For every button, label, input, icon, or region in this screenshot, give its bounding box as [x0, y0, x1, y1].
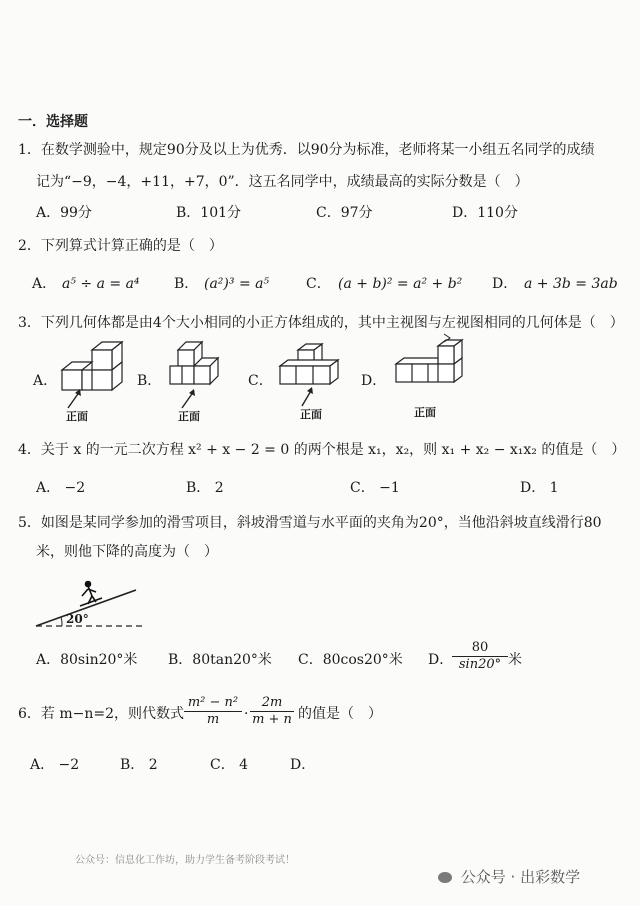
q6-option-a: A． −2: [30, 757, 80, 773]
q3-arrow-b: [178, 388, 198, 410]
q1-option-c: C．97分: [316, 205, 373, 221]
q5-option-a: A．80sin20°米: [36, 652, 138, 668]
q6-f2-num: 2m: [250, 695, 294, 712]
q5-frac-num: 80: [452, 640, 508, 657]
q1-line2: 记为“−9，−4，+11，+7，0”．这五名同学中，成绩最高的实际分数是（ ）: [36, 174, 529, 190]
q1-line1: 1．在数学测验中，规定90分及以上为优秀．以90分为标准，老师将某一小组五名同学的成绩: [18, 142, 595, 158]
q4-option-b: B． 2: [186, 480, 224, 496]
q4-option-d: D． 1: [520, 480, 559, 496]
q3-option-b: B．: [137, 373, 162, 389]
q3-figure-d: [390, 330, 470, 390]
q2-expr-b: (a²)³ = a⁵: [204, 276, 270, 292]
q6-option-b: B． 2: [120, 757, 158, 773]
q5-option-b: B．80tan20°米: [168, 652, 272, 668]
q4-option-c: C． −1: [350, 480, 400, 496]
q1-option-a: A．99分: [36, 205, 92, 221]
q5-option-d: D．: [428, 652, 454, 668]
q3-arrow-c: [296, 386, 316, 408]
q2-expr-d: a + 3b = 3ab: [524, 276, 618, 292]
q6-option-c: C． 4: [210, 757, 249, 773]
q1-option-b: B．101分: [176, 205, 242, 221]
q4-option-a: A． −2: [36, 480, 86, 496]
q2-option-d: D．: [492, 276, 518, 292]
q4-stem: 4．关于 x 的一元二次方程 x² + x − 2 = 0 的两个根是 x₁，x₂，则 x₁ + x₂ − x₁x₂ 的值是（ ）: [18, 442, 626, 458]
q2-expr-c: (a + b)² = a² + b²: [338, 276, 463, 292]
q5-slope-figure: [34, 572, 146, 632]
q5-line1: 5．如图是某同学参加的滑雪项目，斜坡滑雪道与水平面的夹角为20°，当他沿斜坡直线滑行80: [18, 515, 602, 531]
q6-prefix: 6．若 m−n=2，则代数式: [18, 706, 185, 722]
watermark: [438, 866, 580, 887]
q6-f1-num: m² − n²: [184, 695, 242, 712]
q6-suffix: 的值是（ ）: [298, 706, 382, 722]
wechat-icon: [438, 872, 452, 883]
q3-label-a: 正面: [66, 410, 88, 423]
q5-option-d-unit: 米: [508, 652, 522, 668]
q6-f2-den: m + n: [252, 712, 292, 727]
q2-stem: 2．下列算式计算正确的是（ ）: [18, 238, 223, 254]
footer-note: 公众号：信息化工作坊，助力学生备考阶段考试！: [75, 855, 295, 866]
q6-dot: ·: [244, 706, 249, 722]
q5-angle-label: 20°: [66, 612, 89, 626]
watermark-text: 公众号 · 出彩数学: [460, 868, 581, 886]
q3-label-c: 正面: [300, 408, 322, 421]
q2-expr-a: a⁵ ÷ a = a⁴: [62, 276, 140, 292]
q5-option-d-fraction: [452, 640, 508, 673]
q3-option-c: C．: [248, 373, 273, 389]
q6-f1-den: m: [206, 712, 220, 727]
q5-option-c: C．80cos20°米: [298, 652, 403, 668]
q5-frac-den: sin20°: [458, 657, 502, 672]
q6-fraction-2: [250, 695, 294, 728]
q1-option-d: D．110分: [452, 205, 518, 221]
q3-option-d: D．: [361, 373, 387, 389]
q6-option-d: D．: [290, 757, 316, 773]
q5-line2: 米，则他下降的高度为（ ）: [36, 544, 218, 560]
q2-option-b: B．: [174, 276, 199, 292]
q3-label-b: 正面: [178, 410, 200, 423]
q3-label-d: 正面: [414, 406, 436, 419]
q6-fraction-1: [184, 695, 242, 728]
q2-option-c: C．: [306, 276, 331, 292]
q3-arrow-a: [64, 388, 84, 410]
section-title: 一．选择题: [18, 114, 88, 130]
q2-option-a: A．: [32, 276, 57, 292]
q3-option-a: A．: [33, 373, 58, 389]
q3-figure-c: [274, 340, 346, 392]
q3-stem: 3．下列几何体都是由4个大小相同的小正方体组成的，其中主视图与左视图相同的几何体是（ ）: [18, 315, 624, 331]
